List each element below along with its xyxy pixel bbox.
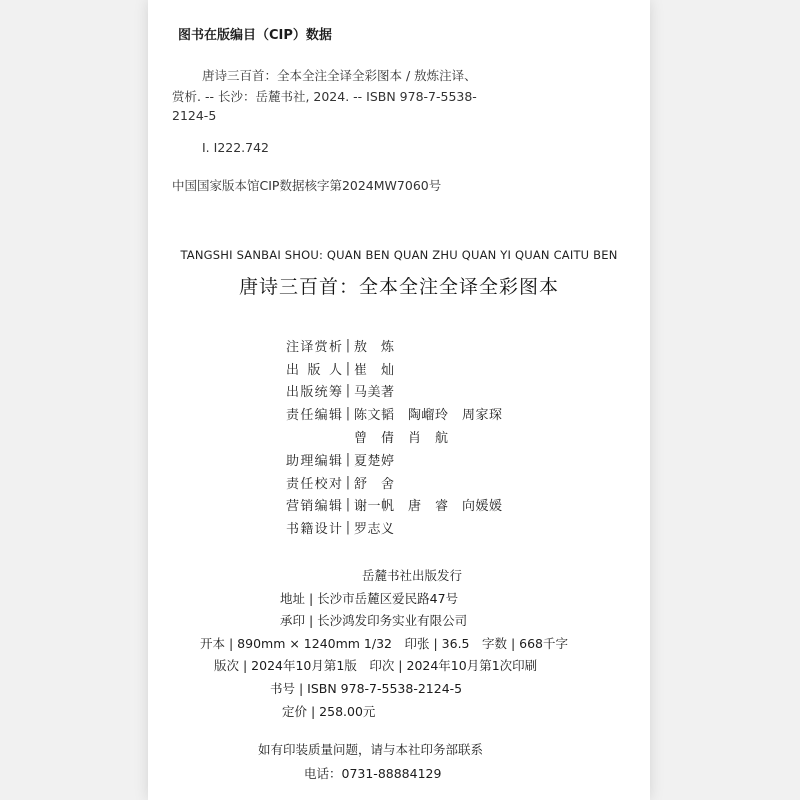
cip-line-1: 唐诗三百首：全本全注全译全彩图本 / 敖炼注译、 [202,68,477,83]
credit-row [286,402,606,425]
credit-separator: | [345,520,351,536]
copyright-page [148,0,650,800]
credit-separator: | [345,383,351,399]
credit-separator: | [345,474,351,490]
edition-line: 版次 | 2024年10月第1版 印次 | 2024年10月第1次印刷 [214,658,538,674]
printer-line: 承印 | 长沙鸿发印务实业有限公司 [280,613,468,629]
credit-row [286,516,606,539]
credit-separator: | [345,497,351,513]
credit-value: 夏楚婷 [354,453,395,469]
cip-line-2: 赏析. -- 长沙：岳麓书社, 2024. -- ISBN 978-7-5538- [172,89,477,104]
credit-separator: | [345,451,351,467]
credit-row [286,357,606,380]
credit-label: 责任校对 [286,476,342,492]
credit-value: 谢一帆 唐 睿 向媛媛 [354,499,503,515]
credit-label: 营销编辑 [286,499,342,515]
credit-row [286,380,606,403]
credit-separator: | [345,406,351,422]
credit-value: 马美著 [354,385,395,401]
cip-line-3: 2124-5 [172,108,217,123]
cip-classification: Ⅰ. I222.742 [202,140,270,155]
quality-notice: 如有印装质量问题，请与本社印务部联系 [258,742,484,757]
cip-approval-number: 中国国家版本馆CIP数据核字第2024MW7060号 [172,178,442,193]
credit-value: 舒 舍 [354,476,395,492]
format-line: 开本 | 890mm × 1240mm 1/32 印张 | 36.5 字数 | 668千字 [200,635,569,651]
credit-label: 出版统筹 [286,385,342,401]
credit-label: 出版人 [286,362,342,378]
credit-separator: | [345,360,351,376]
price-line: 定价 | 258.00元 [282,703,376,719]
credit-value: 敖 炼 [354,339,395,355]
credit-value: 崔 灿 [354,362,395,378]
credits-list [286,334,606,539]
credit-row [286,334,606,357]
credit-label: 助理编辑 [286,453,342,469]
address-line: 地址 | 长沙市岳麓区爱民路47号 [280,590,459,606]
credit-row [286,471,606,494]
isbn-line: 书号 | ISBN 978-7-5538-2124-5 [270,680,463,696]
credit-label: 责任编辑 [286,408,342,424]
credit-label: 书籍设计 [286,522,342,538]
book-title: 唐诗三百首：全本全注全译全彩图本 [238,276,559,298]
credit-row [286,448,606,471]
cip-heading: 图书在版编目（CIP）数据 [178,28,332,43]
credit-value: 陈文韬 陶嵧玲 周家琛 [354,408,503,424]
publication-info [148,565,650,723]
publisher-line: 岳麓书社出版发行 [361,568,462,583]
credit-value: 曾 倩 肖 航 [354,431,449,447]
credit-row [286,425,606,448]
credit-label: 注译赏析 [286,339,342,355]
credit-value: 罗志义 [354,522,395,538]
credit-separator: | [345,337,351,353]
contact-phone: 电话：0731-88884129 [304,766,442,781]
book-title-pinyin: TANGSHI SANBAI SHOU: QUAN BEN QUAN ZHU QUAN YI QUAN CAITU BEN [180,248,618,262]
credit-row [286,494,606,517]
